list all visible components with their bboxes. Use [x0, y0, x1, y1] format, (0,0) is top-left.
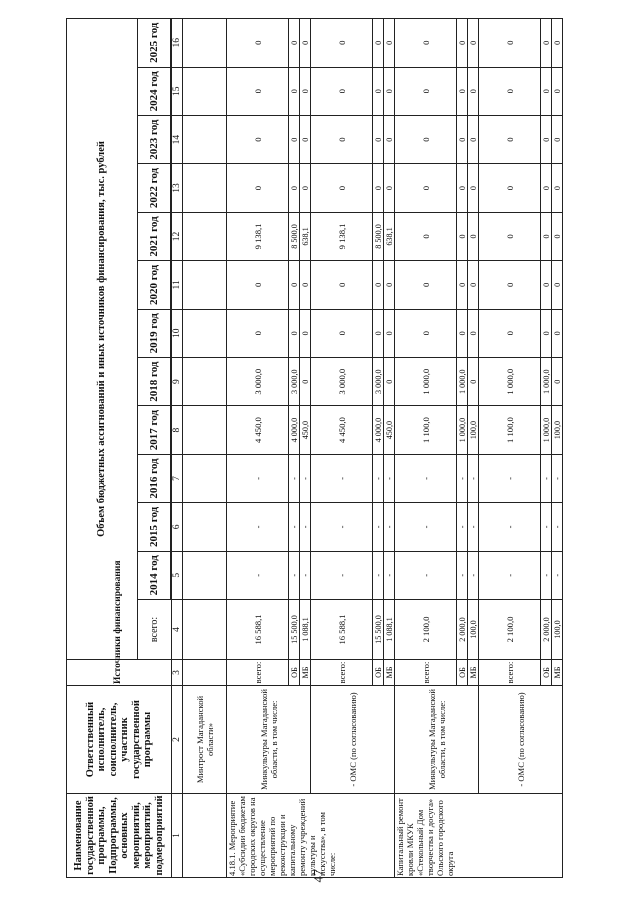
funding-source-cell: ОБ — [541, 660, 552, 686]
funding-source-cell: ОБ — [373, 660, 384, 686]
year-value-cell: - — [227, 503, 289, 551]
executor-cell: Минтрост Магаданской области» — [183, 686, 227, 794]
year-value-cell: 0 — [395, 67, 457, 115]
header-year: 2021 год — [138, 212, 171, 260]
year-value-cell: 0 — [552, 19, 563, 68]
year-value-cell: 0 — [384, 115, 395, 163]
year-value-cell: - — [552, 454, 563, 502]
year-value-cell: 0 — [300, 164, 311, 212]
year-value-cell: 0 — [395, 164, 457, 212]
year-value-cell: 0 — [395, 212, 457, 260]
funding-source-cell: всего: — [395, 660, 457, 686]
year-value-cell: - — [227, 454, 289, 502]
year-value-cell: 0 — [384, 19, 395, 68]
year-value-cell: 1 000,0 — [541, 357, 552, 405]
column-index: 8 — [172, 406, 183, 454]
year-value-cell: 0 — [552, 164, 563, 212]
year-value-cell: 0 — [395, 115, 457, 163]
year-value-cell: 0 — [300, 309, 311, 357]
year-value-cell: 0 — [227, 19, 289, 68]
year-value-cell: 0 — [311, 19, 373, 68]
header-year: 2025 год — [138, 19, 171, 68]
header-program-name: Наименование государственной программы, Подпрограммы, основных мероприятий, мероприятий, подмероприятий — [67, 794, 172, 878]
year-value-cell: 0 — [227, 67, 289, 115]
year-value-cell: 0 — [457, 261, 468, 309]
column-index: 1 — [172, 794, 183, 878]
total-value-cell: 100,0 — [552, 600, 563, 660]
year-value-cell: 0 — [384, 67, 395, 115]
year-value-cell: 0 — [300, 261, 311, 309]
header-funding-source: Источники финансирования — [67, 660, 172, 686]
budget-table — [66, 18, 563, 878]
year-value-cell: - — [395, 503, 457, 551]
total-value-cell: 100,0 — [468, 600, 479, 660]
year-value-cell: 0 — [541, 115, 552, 163]
year-value-cell: 0 — [468, 309, 479, 357]
year-value-cell: 0 — [468, 261, 479, 309]
year-value-cell: 0 — [289, 261, 300, 309]
year-value-cell: - — [289, 454, 300, 502]
year-value-cell: 4 450,0 — [227, 406, 289, 454]
header-year: 2017 год — [138, 406, 171, 454]
total-value-cell: 15 500,0 — [373, 600, 384, 660]
year-value-cell: 0 — [552, 309, 563, 357]
program-name-cell: Капитальный ремонт кровли МКУК «Стекольный Дом творчества и досуга» Ольского городского округа — [395, 794, 563, 878]
year-value-cell: 3 000,0 — [311, 357, 373, 405]
year-value-cell: 0 — [395, 309, 457, 357]
funding-source-cell: ОБ — [289, 660, 300, 686]
year-value-cell — [183, 454, 227, 502]
column-index: 3 — [172, 660, 183, 686]
year-value-cell: 0 — [541, 309, 552, 357]
executor-cell: - ОМС (по согласованию) — [311, 686, 395, 794]
year-value-cell: 638,1 — [384, 212, 395, 260]
year-value-cell: - — [300, 503, 311, 551]
column-index: 10 — [172, 309, 183, 357]
year-value-cell: - — [457, 503, 468, 551]
year-value-cell: 0 — [384, 164, 395, 212]
funding-source-cell: МБ — [468, 660, 479, 686]
year-value-cell: 0 — [227, 164, 289, 212]
total-value-cell: 1 088,1 — [300, 600, 311, 660]
table-row — [395, 19, 457, 878]
year-value-cell: 0 — [468, 67, 479, 115]
year-value-cell: 0 — [541, 212, 552, 260]
total-value-cell: 2 100,0 — [395, 600, 457, 660]
year-value-cell: - — [311, 551, 373, 599]
total-value-cell: 15 500,0 — [289, 600, 300, 660]
year-value-cell: 100,0 — [552, 406, 563, 454]
year-value-cell: - — [468, 551, 479, 599]
funding-source-cell: всего: — [479, 660, 541, 686]
year-value-cell: 0 — [479, 19, 541, 68]
year-value-cell: - — [541, 551, 552, 599]
year-value-cell: 0 — [384, 309, 395, 357]
year-value-cell — [183, 261, 227, 309]
year-value-cell: 450,0 — [384, 406, 395, 454]
year-value-cell: 1 000,0 — [457, 357, 468, 405]
year-value-cell: 8 500,0 — [289, 212, 300, 260]
year-value-cell: - — [552, 503, 563, 551]
year-value-cell: 0 — [227, 309, 289, 357]
year-value-cell — [183, 19, 227, 68]
year-value-cell — [183, 551, 227, 599]
header-year: 2015 год — [138, 503, 171, 551]
year-value-cell: - — [373, 551, 384, 599]
year-value-cell: 0 — [300, 115, 311, 163]
total-value-cell: 16 588,1 — [311, 600, 373, 660]
year-value-cell: 0 — [457, 212, 468, 260]
funding-source-cell: МБ — [300, 660, 311, 686]
rotated-budget-table — [66, 18, 618, 878]
year-value-cell: - — [311, 454, 373, 502]
year-value-cell: - — [552, 551, 563, 599]
year-value-cell: 0 — [311, 309, 373, 357]
header-year: 2014 год — [138, 551, 171, 599]
year-value-cell: 100,0 — [468, 406, 479, 454]
header-year: 2019 год — [138, 309, 171, 357]
year-value-cell: - — [479, 503, 541, 551]
header-year: 2022 год — [138, 164, 171, 212]
header-year: 2018 год — [138, 357, 171, 405]
year-value-cell: 3 000,0 — [227, 357, 289, 405]
year-value-cell: - — [384, 503, 395, 551]
year-value-cell: 0 — [384, 357, 395, 405]
year-value-cell: 0 — [457, 19, 468, 68]
table-row — [227, 19, 289, 878]
funding-source-cell: МБ — [384, 660, 395, 686]
year-value-cell — [183, 164, 227, 212]
header-year: 2020 год — [138, 261, 171, 309]
year-value-cell: 0 — [552, 115, 563, 163]
year-value-cell: - — [457, 454, 468, 502]
year-value-cell: 4 450,0 — [311, 406, 373, 454]
header-total: всего: — [138, 600, 172, 660]
year-value-cell: 0 — [373, 19, 384, 68]
year-value-cell: - — [227, 551, 289, 599]
year-value-cell: 0 — [311, 164, 373, 212]
year-value-cell: 0 — [289, 19, 300, 68]
year-value-cell: 0 — [395, 261, 457, 309]
year-value-cell: 0 — [300, 19, 311, 68]
table-row — [183, 19, 227, 878]
header-executor: Ответственный исполнитель, соисполнитель, участник государственной программы — [67, 686, 172, 794]
column-index: 5 — [172, 551, 183, 599]
header-budget-volume: Объем бюджетных ассигнований и иных источников финансирования, тыс. рублей — [67, 19, 138, 660]
year-value-cell: 0 — [468, 212, 479, 260]
year-value-cell: 3 000,0 — [289, 357, 300, 405]
year-value-cell: 0 — [300, 67, 311, 115]
year-value-cell: 0 — [373, 67, 384, 115]
column-index: 14 — [172, 115, 183, 163]
year-value-cell: 0 — [289, 67, 300, 115]
year-value-cell: 0 — [552, 212, 563, 260]
program-name-cell: 4.18.1. Мероприятие «Субсидии бюджетам городских округов на осуществление мероприятий по реконструкции и капитальному ремонту учреждений культуры и искусства», в том числе: — [227, 794, 395, 878]
column-index: 2 — [172, 686, 183, 794]
year-value-cell: 0 — [479, 67, 541, 115]
year-value-cell: 0 — [227, 115, 289, 163]
year-value-cell — [183, 503, 227, 551]
year-value-cell: 0 — [227, 261, 289, 309]
year-value-cell: - — [384, 454, 395, 502]
header-year: 2016 год — [138, 454, 171, 502]
year-value-cell: 0 — [468, 357, 479, 405]
header-year: 2023 год — [138, 115, 171, 163]
year-value-cell: 0 — [468, 164, 479, 212]
year-value-cell: 0 — [457, 67, 468, 115]
table-row — [311, 19, 373, 878]
column-index: 13 — [172, 164, 183, 212]
page-number: 47 — [310, 869, 326, 883]
executor-cell: Минкультуры Магаданской области, в том числе: — [395, 686, 479, 794]
year-value-cell: 0 — [373, 164, 384, 212]
year-value-cell: 0 — [373, 115, 384, 163]
year-value-cell: 0 — [541, 261, 552, 309]
column-index: 4 — [172, 600, 183, 660]
funding-source-cell: ОБ — [457, 660, 468, 686]
year-value-cell: - — [479, 454, 541, 502]
year-value-cell: 0 — [289, 115, 300, 163]
year-value-cell: 0 — [552, 357, 563, 405]
year-value-cell: 0 — [541, 67, 552, 115]
year-value-cell: 0 — [468, 115, 479, 163]
year-value-cell: 450,0 — [300, 406, 311, 454]
column-index: 11 — [172, 261, 183, 309]
total-value-cell — [183, 600, 227, 660]
total-value-cell: 2 100,0 — [479, 600, 541, 660]
year-value-cell — [183, 406, 227, 454]
year-value-cell: - — [541, 503, 552, 551]
year-value-cell: 0 — [457, 115, 468, 163]
column-index: 9 — [172, 357, 183, 405]
funding-source-cell: всего: — [311, 660, 373, 686]
year-value-cell: 0 — [373, 261, 384, 309]
header-year: 2024 год — [138, 67, 171, 115]
year-value-cell: 0 — [457, 164, 468, 212]
column-index: 12 — [172, 212, 183, 260]
year-value-cell: - — [289, 551, 300, 599]
year-value-cell: 3 000,0 — [373, 357, 384, 405]
year-value-cell: 0 — [479, 309, 541, 357]
year-value-cell: - — [468, 503, 479, 551]
column-index: 15 — [172, 67, 183, 115]
year-value-cell: 0 — [541, 19, 552, 68]
year-value-cell — [183, 67, 227, 115]
year-value-cell: 0 — [311, 261, 373, 309]
year-value-cell: 8 500,0 — [373, 212, 384, 260]
year-value-cell: 0 — [311, 67, 373, 115]
column-index: 16 — [172, 19, 183, 68]
year-value-cell: 0 — [300, 357, 311, 405]
year-value-cell: - — [395, 551, 457, 599]
year-value-cell: 1 100,0 — [395, 406, 457, 454]
year-value-cell: 0 — [479, 212, 541, 260]
table-body — [183, 19, 563, 878]
year-value-cell: 0 — [457, 309, 468, 357]
year-value-cell: 4 000,0 — [289, 406, 300, 454]
year-value-cell: - — [373, 503, 384, 551]
total-value-cell: 16 588,1 — [227, 600, 289, 660]
year-value-cell: 0 — [479, 164, 541, 212]
column-index: 6 — [172, 503, 183, 551]
year-value-cell: 1 000,0 — [457, 406, 468, 454]
year-value-cell: - — [395, 454, 457, 502]
funding-source-cell: МБ — [552, 660, 563, 686]
year-value-cell: 0 — [311, 115, 373, 163]
year-value-cell: - — [479, 551, 541, 599]
column-index: 7 — [172, 454, 183, 502]
year-value-cell — [183, 115, 227, 163]
total-value-cell: 2 000,0 — [457, 600, 468, 660]
year-value-cell: 4 000,0 — [373, 406, 384, 454]
total-value-cell: 2 000,0 — [541, 600, 552, 660]
year-value-cell — [183, 309, 227, 357]
year-value-cell: 1 100,0 — [479, 406, 541, 454]
year-value-cell: - — [384, 551, 395, 599]
year-value-cell: 0 — [395, 19, 457, 68]
year-value-cell: 0 — [541, 164, 552, 212]
total-value-cell: 1 088,1 — [384, 600, 395, 660]
year-value-cell: 9 138,1 — [311, 212, 373, 260]
executor-cell: Минкультуры Магаданской области, в том числе: — [227, 686, 311, 794]
year-value-cell: 1 000,0 — [541, 406, 552, 454]
table-row — [479, 19, 541, 878]
year-value-cell: 0 — [479, 261, 541, 309]
year-value-cell: - — [468, 454, 479, 502]
year-value-cell: - — [289, 503, 300, 551]
year-value-cell: 0 — [552, 261, 563, 309]
year-value-cell: - — [541, 454, 552, 502]
year-value-cell: - — [311, 503, 373, 551]
year-value-cell: 0 — [384, 261, 395, 309]
year-value-cell: 1 000,0 — [479, 357, 541, 405]
year-value-cell: - — [373, 454, 384, 502]
program-name-cell — [183, 794, 227, 878]
funding-source-cell — [183, 660, 227, 686]
year-value-cell — [183, 357, 227, 405]
year-value-cell: - — [300, 454, 311, 502]
year-value-cell: 0 — [479, 115, 541, 163]
funding-source-cell: всего: — [227, 660, 289, 686]
year-value-cell: - — [457, 551, 468, 599]
year-value-cell: 0 — [552, 67, 563, 115]
executor-cell: - ОМС (по согласованию) — [479, 686, 563, 794]
year-value-cell: 638,1 — [300, 212, 311, 260]
year-value-cell: 0 — [289, 309, 300, 357]
year-value-cell: 0 — [289, 164, 300, 212]
year-value-cell: 1 000,0 — [395, 357, 457, 405]
year-value-cell: - — [300, 551, 311, 599]
year-value-cell: 9 138,1 — [227, 212, 289, 260]
year-value-cell — [183, 212, 227, 260]
year-value-cell: 0 — [468, 19, 479, 68]
year-value-cell: 0 — [373, 309, 384, 357]
